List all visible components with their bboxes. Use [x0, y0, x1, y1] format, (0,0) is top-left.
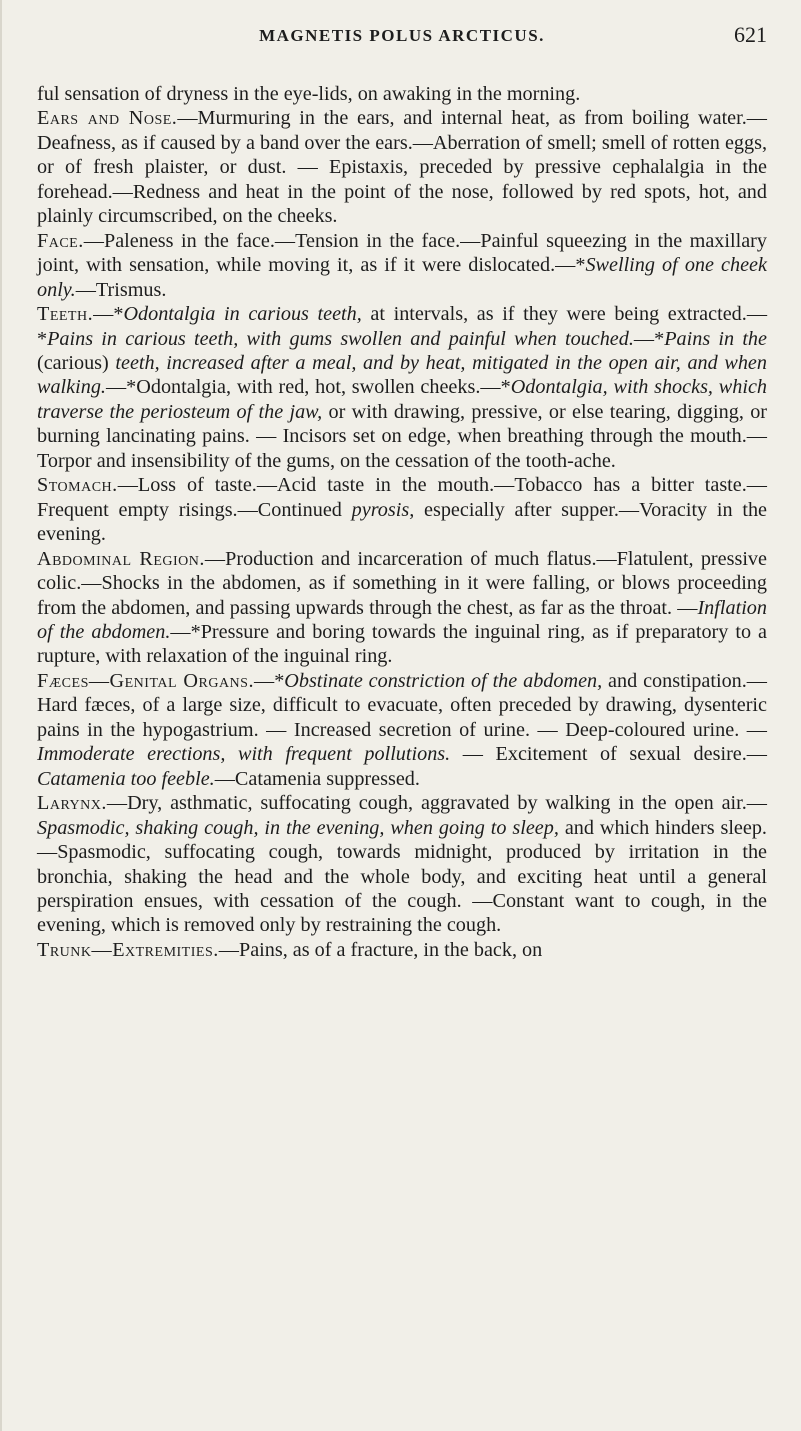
text-run: —Paleness in the face.—Tension in the face.—Painful squeezing in the maxillary joint, with sensation, while moving it, as if it were dislocated.—*	[37, 229, 767, 277]
paragraph-faeces	[37, 669, 767, 791]
paragraph-intro	[37, 82, 767, 106]
text-run: —Murmuring in the ears, and internal heat, as from boiling water.—Deafness, as if caused by a band over the ears.—Aberration of smell; smell of rotten eggs, or of fresh plaister, or dust. — Epistaxis, preceded by pressive cephalalgia in the forehead.—Redness and heat in the point of the nose, followed by red spots, hot, and plainly circumscribed, on the cheeks.	[37, 107, 767, 228]
text-run: —*	[93, 303, 124, 326]
italic-symptom: Odontalgia in carious teeth,	[123, 303, 362, 326]
paragraph-ears-nose	[37, 106, 767, 228]
text-run: —Pains, as of a fracture, in the back, on	[218, 938, 543, 961]
text-run: — Excitement of sexual desire.—	[450, 743, 767, 766]
text-run: especially after supper.—Voracity in the evening.	[37, 498, 767, 546]
paragraph-teeth	[37, 302, 767, 473]
italic-symptom: pyrosis,	[351, 498, 415, 521]
italic-symptom: Inflation of the abdomen.	[37, 596, 767, 643]
italic-symptom: Pains in the	[664, 327, 767, 350]
section-heading: Abdominal Region.	[37, 547, 205, 570]
page-number: 621	[734, 22, 767, 47]
text-run: —*Pressure and boring towards the inguinal ring, as if preparatory to a rupture, with relaxation of the inguinal ring.	[37, 620, 767, 668]
italic-symptom: Swelling of one cheek only.	[37, 254, 767, 301]
running-title: MAGNETIS POLUS ARCTICUS.	[259, 26, 545, 45]
text-run: and which hinders sleep.—Spasmodic, suffocating cough, towards midnight, produced by irritation in the bronchia, shaking the head and the whole body, and exciting heat until a general perspiration ensues, with cessation of the cough. —Constant want to cough, in the evening, which is removed only by restraining the cough.	[37, 816, 767, 937]
text-run: at intervals, as if they were being extracted.—*	[37, 303, 768, 350]
paragraph-abdominal	[37, 547, 767, 669]
text-run: —Production and incarceration of much flatus.—Flatulent, pressive colic.—Shocks in the abdomen, as if something in it were falling, or blows proceeding from the abdomen, and passing upwards through the chest, as far as the throat. —	[37, 547, 767, 619]
text-run: —Loss of taste.—Acid taste in the mouth.—Tobacco has a bitter taste.—Frequent empty risings.—Continued	[37, 474, 767, 521]
paragraph-stomach	[37, 473, 767, 546]
text-run: ful sensation of dryness in the eye-lids, on awaking in the morning.	[37, 83, 581, 105]
italic-symptom: Spasmodic, shaking cough, in the evening, when going to sleep,	[37, 816, 559, 839]
text-run: and constipation.—Hard fæces, of a large size, difficult to evacuate, often preceded by drawing, dysenteric pains in the hypogastrium. — Increased secretion of urine. — Deep-coloured urine. —	[37, 669, 767, 741]
text-run: (carious)	[37, 351, 116, 374]
italic-symptom: Immoderate erections, with frequent pollutions.	[37, 743, 451, 766]
italic-symptom: Catamenia too feeble.	[37, 767, 215, 790]
body-text	[37, 82, 767, 962]
italic-symptom: teeth, increased after a meal, and by heat, mitigated in the open air, and when walking.	[37, 351, 767, 399]
running-head	[37, 22, 767, 56]
text-run: or with drawing, pressive, or else tearing, digging, or burning lancinating pains. — Incisors set on edge, when breathing through the mouth.—Torpor and insensibility of the gums, on the cessation of the tooth-ache.	[37, 400, 768, 472]
italic-symptom: Pains in carious teeth, with gums swollen and painful when touched.	[47, 327, 634, 350]
italic-symptom: Obstinate constriction of the abdomen,	[284, 669, 603, 692]
section-heading: Trunk—Extremities.	[37, 938, 219, 961]
text-run: —*	[254, 669, 285, 692]
book-page	[37, 22, 768, 962]
text-run: —Trismus.	[75, 278, 167, 301]
text-run: —*	[633, 327, 665, 350]
text-run: —Catamenia suppressed.	[214, 767, 420, 790]
section-heading: Ears and Nose.	[37, 107, 178, 130]
paragraph-larynx	[37, 791, 767, 938]
section-heading: Teeth.	[37, 303, 94, 326]
section-heading: Larynx.	[37, 792, 107, 815]
italic-symptom: Odontalgia, with shocks, which traverse the periosteum of the jaw,	[37, 376, 767, 423]
text-run: —*Odontalgia, with red, hot, swollen cheeks.—*	[105, 376, 511, 399]
section-heading: Stomach.	[37, 474, 118, 497]
section-heading: Face.	[37, 229, 84, 252]
section-heading: Fæces—Genital Organs.	[37, 669, 254, 692]
text-run: —Dry, asthmatic, suffocating cough, aggravated by walking in the open air.—	[106, 792, 767, 815]
paragraph-trunk	[37, 938, 767, 962]
page-edge-shadow	[0, 0, 2, 1431]
paragraph-face	[37, 229, 767, 302]
